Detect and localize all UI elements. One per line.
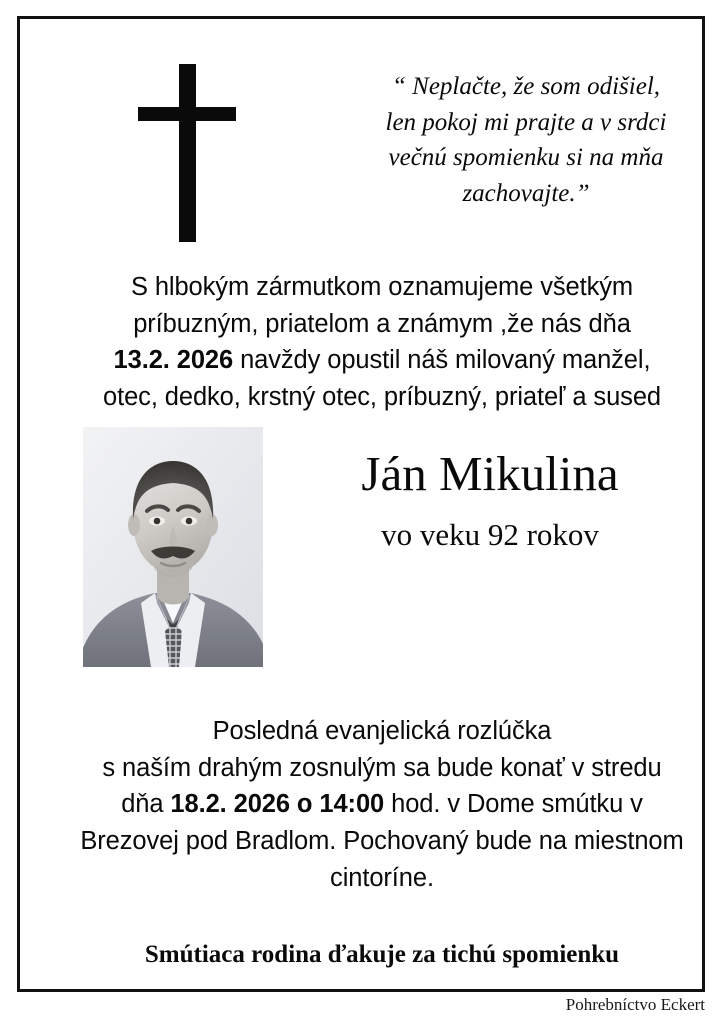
cross-horizontal-bar — [138, 107, 236, 121]
announcement-text — [56, 269, 708, 416]
ceremony-line-5: cintoríne. — [330, 863, 434, 892]
announcement-line-3 — [56, 342, 708, 379]
ceremony-line-1: Posledná evanjelická rozlúčka — [212, 717, 552, 745]
announcement-frame — [17, 16, 705, 992]
christian-cross-icon — [138, 64, 236, 242]
ceremony-line-2: s naším drahým zosnulým sa bude konať v stredu — [102, 753, 662, 782]
date-of-death: 13.2. 2026 — [113, 346, 234, 375]
portrait-photo-graphic — [83, 427, 263, 667]
ceremony-datetime: 18.2. 2026 o 14:00 — [170, 790, 385, 819]
deceased-name: Ján Mikulina — [361, 446, 619, 501]
portrait-photo — [83, 427, 263, 667]
quote-line-1: “ Neplačte, že som odišiel, — [391, 73, 661, 100]
ceremony-details — [56, 713, 708, 897]
deceased-age: vo veku 92 rokov — [381, 516, 599, 552]
memorial-quote — [342, 69, 710, 211]
deceased-name-block — [272, 447, 708, 553]
quote-line-4: zachovajte.” — [462, 179, 590, 207]
ceremony-line-3 — [56, 786, 708, 823]
announcement-line-1: S hlbokým zármutkom oznamujeme všetkým — [130, 273, 634, 301]
quote-line-3: večnú spomienku si na mňa — [388, 144, 664, 171]
ceremony-line-3-prefix: dňa — [121, 790, 171, 819]
ceremony-line-4: Brezovej pod Bradlom. Pochovaný bude na miestnom — [80, 827, 684, 856]
funeral-provider-credit: Pohrebníctvo Eckert — [565, 995, 705, 1014]
cross-vertical-bar — [179, 64, 196, 242]
ceremony-line-3-suffix: hod. v Dome smútku v — [384, 790, 643, 819]
announcement-line-4: otec, dedko, krstný otec, príbuzný, priateľ a sused — [103, 383, 661, 412]
announcement-line-2: príbuzným, priatelom a známym ,že nás dňa — [133, 309, 631, 338]
closing-message: Smútiaca rodina ďakuje za tichú spomienku — [144, 941, 620, 968]
quote-line-2: len pokoj mi prajte a v srdci — [385, 108, 667, 136]
announcement-line-3-rest: navždy opustil náš milovaný manžel, — [233, 346, 651, 375]
